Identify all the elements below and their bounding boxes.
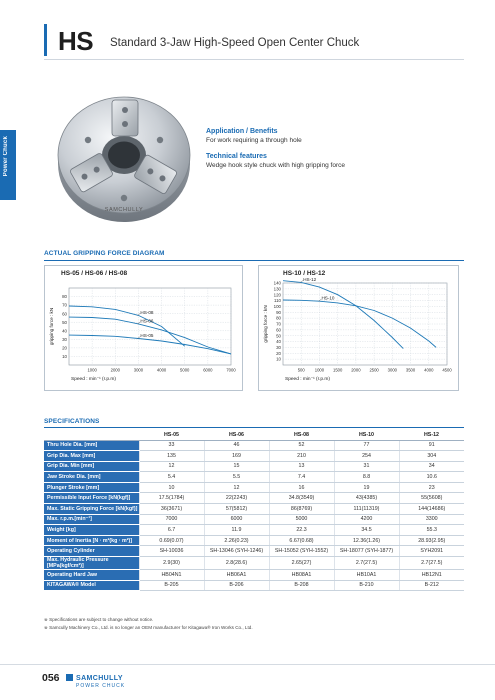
x-tick-label: 1000 xyxy=(87,367,97,373)
header-rule xyxy=(44,59,464,60)
spec-row xyxy=(44,440,464,451)
spec-cell: 19 xyxy=(334,482,399,493)
y-tick-label: 90 xyxy=(276,309,281,315)
y-tick-label: 30 xyxy=(276,345,281,351)
spec-cell: 135 xyxy=(139,451,204,462)
x-tick-label: 1000 xyxy=(314,367,325,373)
y-tick-label: 50 xyxy=(276,333,281,339)
spec-row xyxy=(44,525,464,536)
chuck-bolt xyxy=(121,195,127,201)
x-axis-label: Speed : min⁻¹ (r.p.m) xyxy=(71,377,116,382)
spec-cell: 12.36(1.26) xyxy=(334,535,399,546)
spec-row-label: Max. Static Gripping Force [kN(kgf)] xyxy=(44,504,139,515)
spec-cell: B-206 xyxy=(204,580,269,591)
diagram-section-rule xyxy=(44,260,464,261)
series-label: HS-12 xyxy=(303,276,317,282)
spec-column-header: HS-10 xyxy=(334,430,399,440)
spec-cell: 15 xyxy=(204,461,269,472)
spec-cell: SYH2091 xyxy=(399,546,464,557)
spec-cell: 77 xyxy=(334,440,399,451)
x-tick-label: 1500 xyxy=(333,367,343,373)
x-tick-label: 2500 xyxy=(369,367,379,373)
x-tick-label: 500 xyxy=(297,367,305,373)
diagram-section-title: ACTUAL GRIPPING FORCE DIAGRAM xyxy=(44,250,165,257)
x-axis-label: Speed : min⁻¹ (r.p.m) xyxy=(285,377,330,382)
chart-title: HS-10 / HS-12 xyxy=(283,270,326,277)
y-axis-label: gripping force : kN xyxy=(49,307,54,346)
spec-row xyxy=(44,461,464,472)
y-tick-label: 10 xyxy=(62,354,67,360)
y-tick-label: 60 xyxy=(62,311,67,317)
spec-cell: B-208 xyxy=(269,580,334,591)
spec-cell: SH-13046 (SYH-1246) xyxy=(204,546,269,557)
spec-cell: HB12N1 xyxy=(399,570,464,581)
x-tick-label: 2000 xyxy=(351,367,361,373)
spec-cell: 55.3 xyxy=(399,525,464,536)
spec-cell: 144(14686) xyxy=(399,504,464,515)
x-tick-label: 4000 xyxy=(424,367,434,373)
y-tick-label: 110 xyxy=(274,298,281,304)
spec-row-label: Weight [kg] xyxy=(44,525,139,536)
y-tick-label: 70 xyxy=(276,321,281,327)
spec-cell: 10.6 xyxy=(399,472,464,483)
technical-text: Wedge hook style chuck with high gripping force xyxy=(206,162,345,169)
model-name: HS xyxy=(58,26,94,56)
spec-cell: 52 xyxy=(269,440,334,451)
brand-logo xyxy=(66,671,144,689)
chuck-engraving: SAMCHULLY xyxy=(104,207,144,213)
side-tab xyxy=(0,130,16,200)
brand-tagline: POWER CHUCK xyxy=(76,683,126,689)
spec-row xyxy=(44,570,464,581)
chart-panel-small xyxy=(44,265,243,391)
spec-row-label: Thru Hole Dia. [mm] xyxy=(44,440,139,451)
spec-cell: 2.7(27.5) xyxy=(334,557,399,570)
spec-cell: 12 xyxy=(204,482,269,493)
spec-cell: 2.65(27) xyxy=(269,557,334,570)
chart-title: HS-05 / HS-06 / HS-08 xyxy=(61,270,128,277)
spec-section-title: SPECIFICATIONS xyxy=(44,418,100,425)
chart-svg-small xyxy=(45,266,242,390)
spec-row-label: KITAGAWA® Model xyxy=(44,580,139,591)
series-label: HS-10 xyxy=(321,295,335,301)
series-label: HS-06 xyxy=(140,318,154,324)
spec-cell: 2.8(28.6) xyxy=(204,557,269,570)
spec-cell: 7.4 xyxy=(269,472,334,483)
spec-cell: 33 xyxy=(139,440,204,451)
chuck-jaw-top xyxy=(112,100,138,136)
spec-row-label: Jaw Stroke Dia. [mm] xyxy=(44,472,139,483)
spec-cell: B-212 xyxy=(399,580,464,591)
page-header xyxy=(44,22,464,62)
spec-cell: 34.8(3549) xyxy=(269,493,334,504)
chart-svg-large xyxy=(259,266,458,390)
y-axis-label: gripping force : kN xyxy=(263,305,268,343)
spec-row xyxy=(44,472,464,483)
spec-row-label: Grip Dia. Max [mm] xyxy=(44,451,139,462)
spec-cell: 8.8 xyxy=(334,472,399,483)
technical-heading: Technical features xyxy=(206,153,267,160)
spec-column-header: HS-12 xyxy=(399,430,464,440)
spec-cell: 3300 xyxy=(399,514,464,525)
y-tick-label: 70 xyxy=(62,302,67,308)
spec-row xyxy=(44,482,464,493)
spec-cell: HB04N1 xyxy=(139,570,204,581)
spec-cell: HB10A1 xyxy=(334,570,399,581)
y-tick-label: 60 xyxy=(276,327,281,333)
series-label: HS-05 xyxy=(140,332,154,338)
spec-cell: 12 xyxy=(139,461,204,472)
spec-section-rule xyxy=(44,427,464,428)
header-accent-bar xyxy=(44,24,47,56)
y-tick-label: 140 xyxy=(273,280,281,286)
spec-cell: HB06A1 xyxy=(204,570,269,581)
spec-cell: 34.5 xyxy=(334,525,399,536)
y-tick-label: 20 xyxy=(276,350,281,356)
y-tick-label: 30 xyxy=(62,336,67,342)
spec-row-label: Operating Cylinder xyxy=(44,546,139,557)
spec-cell: 43(4385) xyxy=(334,493,399,504)
y-tick-label: 40 xyxy=(62,328,67,334)
spec-cell: 28.93(2.95) xyxy=(399,535,464,546)
spec-cell: 0.69(0.07) xyxy=(139,535,204,546)
spec-row xyxy=(44,493,464,504)
spec-cell: 86(8769) xyxy=(269,504,334,515)
spec-header-row xyxy=(44,430,464,440)
spec-cell: 57(5812) xyxy=(204,504,269,515)
page-number: 056 xyxy=(42,672,60,684)
spec-cell: B-205 xyxy=(139,580,204,591)
chuck-bore xyxy=(108,142,140,169)
spec-cell: 91 xyxy=(399,440,464,451)
spec-body xyxy=(44,440,464,591)
spec-row-label: Moment of Inertia [N · m²(kg · m²)] xyxy=(44,535,139,546)
y-tick-label: 50 xyxy=(62,319,67,325)
spec-row xyxy=(44,580,464,591)
spec-cell: 6.67(0.68) xyxy=(269,535,334,546)
spec-header-corner xyxy=(44,430,139,440)
spec-cell: 22.3 xyxy=(269,525,334,536)
spec-column-header: HS-06 xyxy=(204,430,269,440)
spec-row-label: Operating Hard Jaw xyxy=(44,570,139,581)
brand-name: SAMCHULLY xyxy=(76,675,123,682)
chuck-bolt xyxy=(157,137,163,143)
spec-cell: 34 xyxy=(399,461,464,472)
y-tick-label: 20 xyxy=(62,345,67,351)
spec-cell: 5.4 xyxy=(139,472,204,483)
spec-cell: 46 xyxy=(204,440,269,451)
spec-cell: 13 xyxy=(269,461,334,472)
spec-cell: 36(3671) xyxy=(139,504,204,515)
spec-row-label: Max. r.p.m.[min⁻¹] xyxy=(44,514,139,525)
x-tick-label: 7000 xyxy=(226,367,236,373)
y-tick-label: 10 xyxy=(276,356,281,362)
x-tick-label: 6000 xyxy=(203,367,213,373)
x-tick-label: 2000 xyxy=(110,367,120,373)
note-line: ※ Specifications are subject to change without notice. xyxy=(44,617,154,622)
spec-cell: 16 xyxy=(269,482,334,493)
spec-cell: 2.9(30) xyxy=(139,557,204,570)
spec-cell: 5000 xyxy=(269,514,334,525)
spec-cell: 11.9 xyxy=(204,525,269,536)
y-tick-label: 130 xyxy=(273,286,281,292)
spec-cell: 254 xyxy=(334,451,399,462)
spec-cell: SH-15052 (SYH-1552) xyxy=(269,546,334,557)
spec-cell: 5.5 xyxy=(204,472,269,483)
spec-row xyxy=(44,451,464,462)
spec-cell: 304 xyxy=(399,451,464,462)
product-info xyxy=(206,128,446,178)
spec-cell: 2.26(0.23) xyxy=(204,535,269,546)
spec-cell: HB08A1 xyxy=(269,570,334,581)
x-tick-label: 4500 xyxy=(442,367,452,373)
spec-cell: SH-18077 (SYH-1877) xyxy=(334,546,399,557)
y-tick-label: 80 xyxy=(62,294,67,300)
note-line: ※ Samcully Machinery Co., Ltd. is no longer an OEM manufacturer for Kitagawa® Iron Works Co., Ltd. xyxy=(44,625,253,630)
spec-cell: 23 xyxy=(399,482,464,493)
footer-rule xyxy=(0,664,495,665)
spec-row xyxy=(44,557,464,570)
spec-row-label: Plunger Stroke [mm] xyxy=(44,482,139,493)
spec-cell: 55(5608) xyxy=(399,493,464,504)
spec-row xyxy=(44,504,464,515)
x-tick-label: 3500 xyxy=(405,367,416,373)
series-label: HS-08 xyxy=(140,309,154,315)
spec-column-header: HS-05 xyxy=(139,430,204,440)
spec-row-label: Grip Dia. Min [mm] xyxy=(44,461,139,472)
spec-cell: 10 xyxy=(139,482,204,493)
spec-cell: 31 xyxy=(334,461,399,472)
spec-cell: 22(2243) xyxy=(204,493,269,504)
spec-cell: 111(11319) xyxy=(334,504,399,515)
spec-cell: 169 xyxy=(204,451,269,462)
y-tick-label: 40 xyxy=(276,339,281,345)
spec-cell: 6.7 xyxy=(139,525,204,536)
y-tick-label: 80 xyxy=(276,315,281,321)
spec-row xyxy=(44,514,464,525)
spec-column-header: HS-08 xyxy=(269,430,334,440)
chuck-product-image xyxy=(52,80,202,230)
x-tick-label: 5000 xyxy=(180,367,190,373)
side-tab-label: Power Chuck xyxy=(3,136,9,177)
x-tick-label: 4000 xyxy=(156,367,167,373)
x-tick-label: 3000 xyxy=(133,367,144,373)
application-heading: Application / Benefits xyxy=(206,128,278,135)
spec-cell: 210 xyxy=(269,451,334,462)
application-text: For work requiring a through hole xyxy=(206,137,302,144)
spec-row-label: Max. Hydraulic Pressure [MPa(kgf/cm²)] xyxy=(44,557,139,570)
spec-cell: 2.7(27.5) xyxy=(399,557,464,570)
notes xyxy=(44,616,253,632)
spec-row xyxy=(44,535,464,546)
spec-cell: SH-10036 xyxy=(139,546,204,557)
chuck-bolt xyxy=(85,137,91,143)
x-tick-label: 3000 xyxy=(387,367,397,373)
spec-cell: 6000 xyxy=(204,514,269,525)
spec-row xyxy=(44,546,464,557)
specifications-table xyxy=(44,430,464,591)
spec-cell: 7000 xyxy=(139,514,204,525)
y-tick-label: 100 xyxy=(273,304,281,310)
y-tick-label: 120 xyxy=(273,292,281,298)
spec-cell: 4200 xyxy=(334,514,399,525)
spec-cell: 17.5(1784) xyxy=(139,493,204,504)
spec-row-label: Permissible Input Force [kN(kgf)] xyxy=(44,493,139,504)
spec-cell: B-210 xyxy=(334,580,399,591)
chart-panel-large xyxy=(258,265,459,391)
product-title: Standard 3-Jaw High-Speed Open Center Chuck xyxy=(110,37,360,49)
